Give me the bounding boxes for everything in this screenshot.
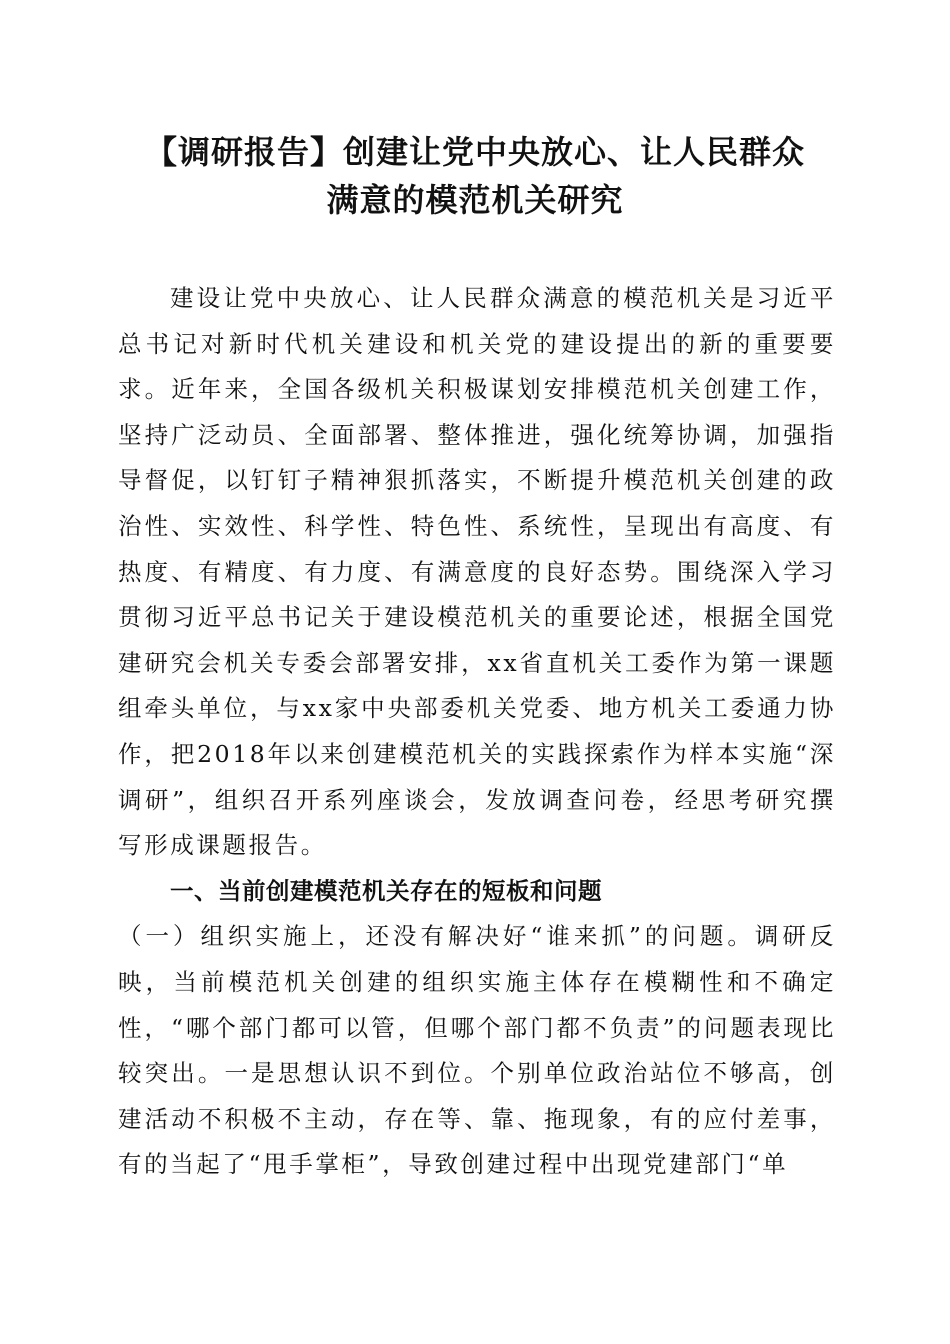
section-1-paragraph-1: （一）组织实施上，还没有解决好“谁来抓”的问题。调研反映，当前模范机关创建的组织实施主体存在模糊性和不确定性，“哪个部门都可以管，但哪个部门都不负责”的问题表现比较突出。一是思想认识不到位。个别单位政治站位不够高，创建活动不积极不主动，存在等、靠、拖现象，有的应付差事，有的当起了“甩手掌柜”，导致创建过程中出现党建部门“单 bbox=[118, 922, 836, 1179]
document-title bbox=[110, 128, 840, 224]
intro-paragraph: 建设让党中央放心、让人民群众满意的模范机关是习近平总书记对新时代机关建设和机关党的建设提出的新的重要要求。近年来，全国各级机关积极谋划安排模范机关创建工作，坚持广泛动员、全面部署、整体推进，强化统筹协调，加强指导督促，以钉钉子精神狠抓落实，不断提升模范机关创建的政治性、实效性、科学性、特色性、系统性，呈现出有高度、有热度、有精度、有力度、有满意度的良好态势。围绕深入学习贯彻习近平总书记关于建设模范机关的重要论述，根据全国党建研究会机关专委会部署安排，xx省直机关工委作为第一课题组牵头单位，与xx家中央部委机关党委、地方机关工委通力协作，把2018年以来创建模范机关的实践探索作为样本实施“深调研”，组织召开系列座谈会，发放调查问卷，经思考研究撰写形成课题报告。 bbox=[118, 284, 836, 860]
title-line-1: 【调研报告】创建让党中央放心、让人民群众 bbox=[144, 133, 805, 171]
title-line-2: 满意的模范机关研究 bbox=[326, 181, 624, 219]
document-body bbox=[118, 276, 836, 1188]
section-heading-1: 一、当前创建模范机关存在的短板和问题 bbox=[170, 876, 602, 905]
